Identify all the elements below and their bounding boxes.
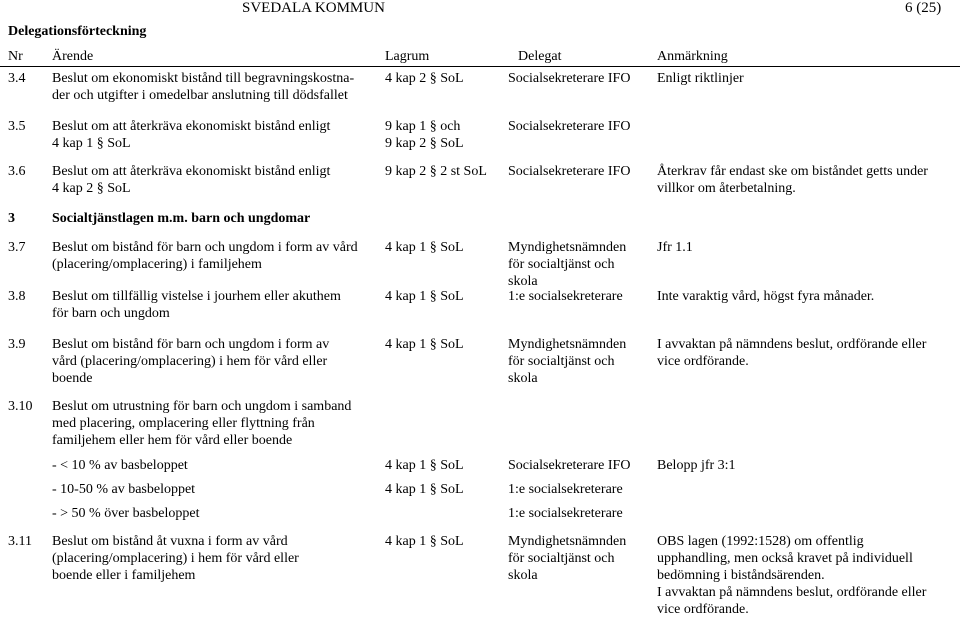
row-number: 3.8	[8, 289, 26, 304]
anmarkning-text: vice ordförande.	[657, 354, 749, 369]
delegat-text: för socialtjänst och	[508, 354, 615, 369]
page-number: 6 (25)	[905, 0, 942, 16]
row-number: 3.7	[8, 240, 26, 255]
lagrum-text: 9 kap 2 § 2 st SoL	[385, 164, 487, 179]
lagrum-text: 4 kap 1 § SoL	[385, 289, 464, 304]
arende-text: Beslut om att återkräva ekonomiskt bistånd enligt	[52, 164, 331, 179]
anmarkning-text: villkor om återbetalning.	[657, 181, 796, 196]
delegat-text: Myndighetsnämnden	[508, 240, 627, 255]
organization-name: SVEDALA KOMMUN	[242, 0, 385, 16]
delegat-text: skola	[508, 568, 538, 583]
column-header-delegat: Delegat	[518, 49, 562, 64]
arende-text: 4 kap 2 § SoL	[52, 181, 131, 196]
arende-text: vård (placering/omplacering) i hem för vård eller	[52, 354, 328, 369]
row-number: 3.6	[8, 164, 26, 179]
row-number: 3.5	[8, 119, 26, 134]
arende-text: Beslut om bistånd för barn och ungdom i form av vård	[52, 240, 358, 255]
anmarkning-text: Jfr 1.1	[657, 240, 693, 255]
arende-text: Beslut om att återkräva ekonomiskt bistånd enligt	[52, 119, 331, 134]
arende-text: der och utgifter i omedelbar anslutning till dödsfallet	[52, 88, 348, 103]
delegat-text: 1:e socialsekreterare	[508, 289, 623, 304]
anmarkning-text: Inte varaktig vård, högst fyra månader.	[657, 289, 875, 304]
arende-text: - > 50 % över basbeloppet	[52, 506, 200, 521]
arende-text: för barn och ungdom	[52, 306, 170, 321]
lagrum-text: 4 kap 1 § SoL	[385, 482, 464, 497]
delegat-text: Myndighetsnämnden	[508, 534, 627, 549]
row-number: 3.4	[8, 71, 26, 86]
arende-text: Beslut om bistånd åt vuxna i form av vård	[52, 534, 288, 549]
delegat-text: Socialsekreterare IFO	[508, 164, 631, 179]
column-header-arende: Ärende	[52, 49, 94, 64]
lagrum-text: 9 kap 2 § SoL	[385, 136, 464, 151]
delegat-text: Socialsekreterare IFO	[508, 458, 631, 473]
anmarkning-text: OBS lagen (1992:1528) om offentlig	[657, 534, 864, 549]
arende-text: familjehem eller hem för vård eller boende	[52, 433, 293, 448]
arende-text: boende eller i familjehem	[52, 568, 196, 583]
row-number: 3.10	[8, 399, 33, 414]
arende-text: (placering/omplacering) i hem för vård eller	[52, 551, 299, 566]
anmarkning-text: Enligt riktlinjer	[657, 71, 744, 86]
arende-text: Beslut om utrustning för barn och ungdom i samband	[52, 399, 352, 414]
delegat-text: för socialtjänst och	[508, 551, 615, 566]
arende-text: Beslut om ekonomiskt bistånd till begravningskostna-	[52, 71, 355, 86]
section-number: 3	[8, 211, 15, 226]
row-number: 3.11	[8, 534, 32, 549]
arende-text: boende	[52, 371, 93, 386]
anmarkning-text: Återkrav får endast ske om biståndet getts under	[657, 164, 928, 179]
column-header-lagrum: Lagrum	[385, 49, 430, 64]
lagrum-text: 9 kap 1 § och	[385, 119, 461, 134]
delegat-text: Socialsekreterare IFO	[508, 119, 631, 134]
lagrum-text: 4 kap 2 § SoL	[385, 71, 464, 86]
header-divider	[0, 66, 960, 67]
delegat-text: för socialtjänst och	[508, 257, 615, 272]
arende-text: - 10-50 % av basbeloppet	[52, 482, 196, 497]
row-number: 3.9	[8, 337, 26, 352]
arende-text: (placering/omplacering) i familjehem	[52, 257, 262, 272]
delegat-text: 1:e socialsekreterare	[508, 506, 623, 521]
delegat-text: skola	[508, 371, 538, 386]
arende-text: Beslut om bistånd för barn och ungdom i form av	[52, 337, 330, 352]
anmarkning-text: vice ordförande.	[657, 602, 749, 617]
delegat-text: 1:e socialsekreterare	[508, 482, 623, 497]
delegat-text: Socialsekreterare IFO	[508, 71, 631, 86]
anmarkning-text: upphandling, men också kravet på individuell	[657, 551, 913, 566]
arende-text: 4 kap 1 § SoL	[52, 136, 131, 151]
arende-text: med placering, omplacering eller flyttning från	[52, 416, 315, 431]
document-title: Delegationsförteckning	[8, 24, 147, 39]
section-title: Socialtjänstlagen m.m. barn och ungdomar	[52, 211, 311, 226]
delegat-text: skola	[508, 274, 538, 289]
lagrum-text: 4 kap 1 § SoL	[385, 240, 464, 255]
anmarkning-text: Belopp jfr 3:1	[657, 458, 736, 473]
delegat-text: Myndighetsnämnden	[508, 337, 627, 352]
arende-text: Beslut om tillfällig vistelse i jourhem eller akuthem	[52, 289, 341, 304]
arende-text: - < 10 % av basbeloppet	[52, 458, 188, 473]
lagrum-text: 4 kap 1 § SoL	[385, 534, 464, 549]
anmarkning-text: I avvaktan på nämndens beslut, ordförande eller	[657, 585, 927, 600]
lagrum-text: 4 kap 1 § SoL	[385, 458, 464, 473]
column-header-anmarkning: Anmärkning	[657, 49, 728, 64]
column-header-nr: Nr	[8, 49, 23, 64]
anmarkning-text: I avvaktan på nämndens beslut, ordförande eller	[657, 337, 927, 352]
anmarkning-text: bedömning i biståndsärenden.	[657, 568, 825, 583]
lagrum-text: 4 kap 1 § SoL	[385, 337, 464, 352]
